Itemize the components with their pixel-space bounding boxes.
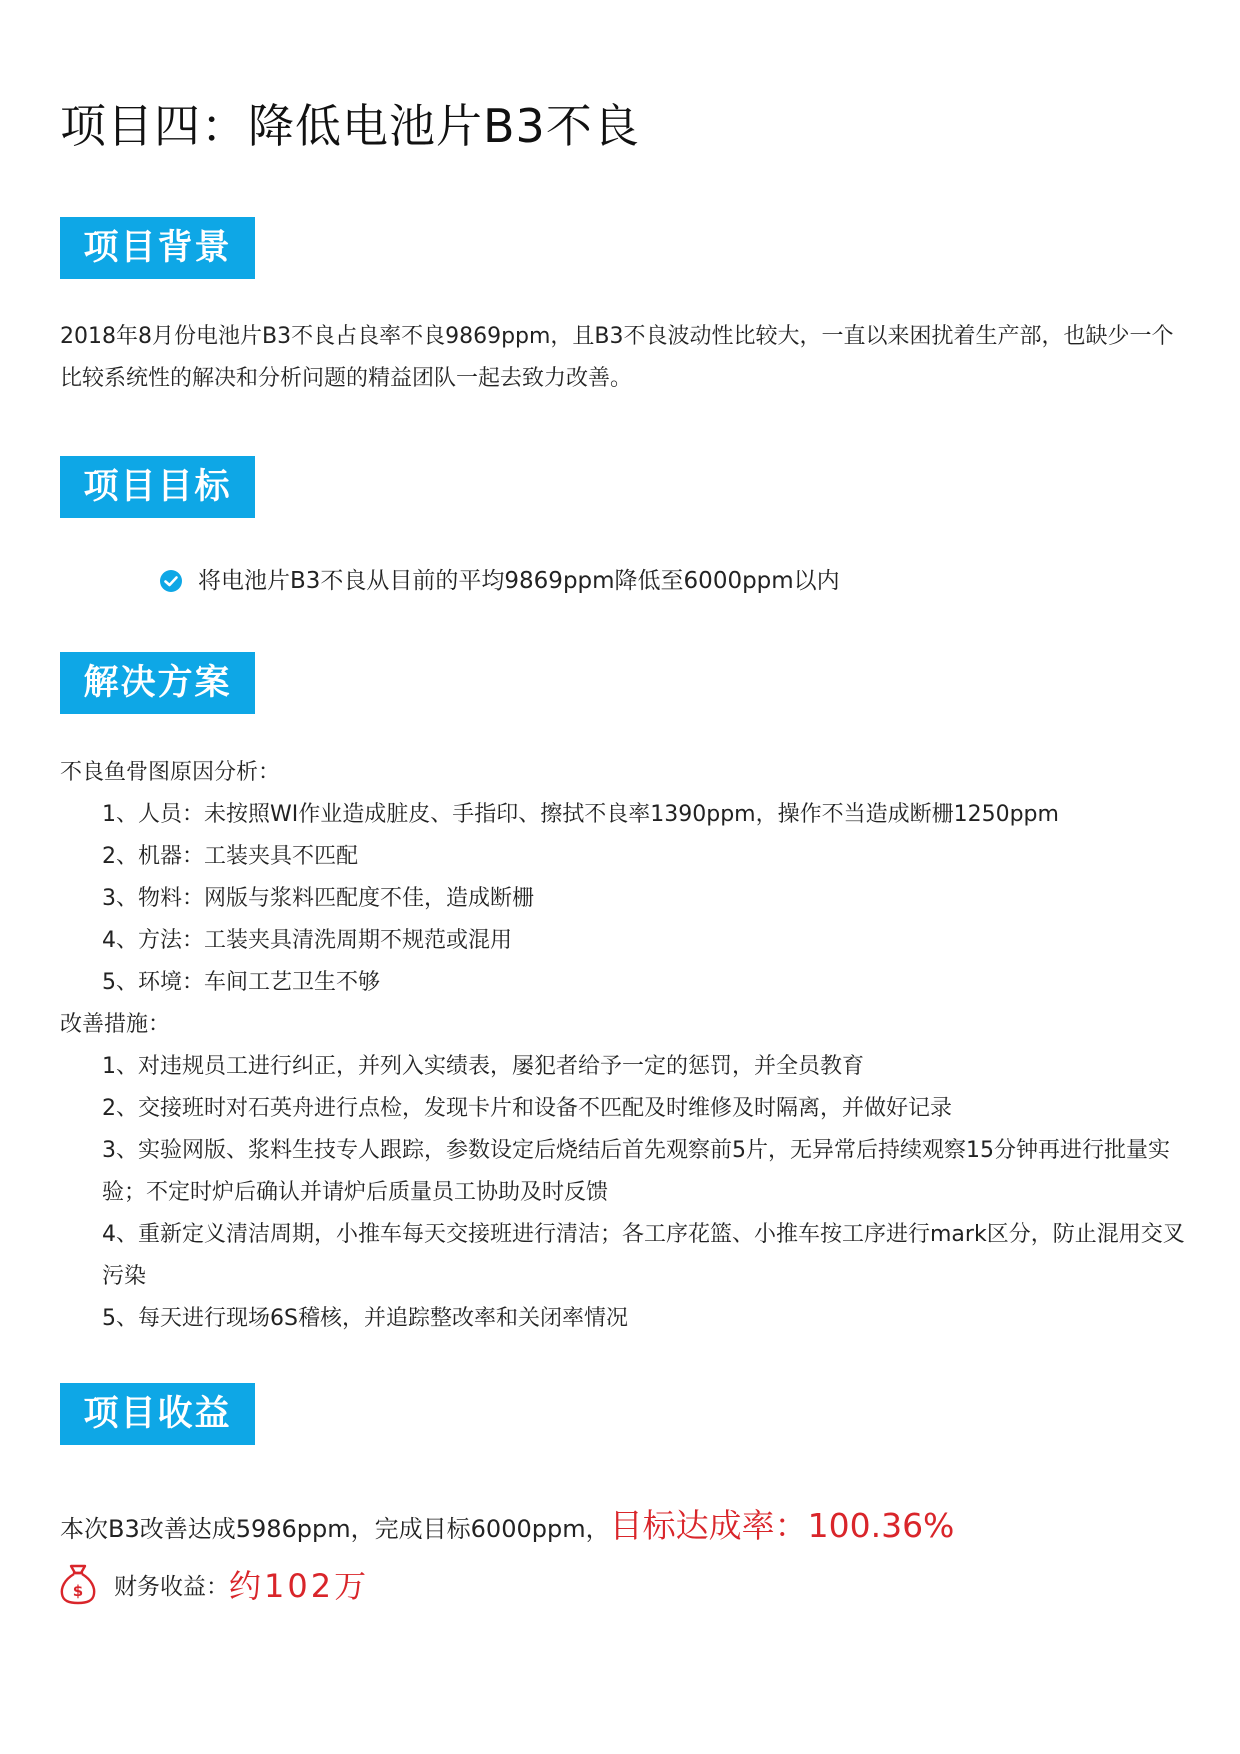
result-highlight: 目标达成率：100.36% — [609, 1506, 955, 1545]
analysis-title: 不良鱼骨图原因分析： — [60, 760, 281, 785]
goal-text: 将电池片B3不良从目前的平均9869ppm降低至6000ppm以内 — [198, 568, 840, 594]
measure-item: 3、实验网版、浆料生技专人跟踪，参数设定后烧结后首先观察前5片，无异常后持续观察15分钟再进行批量实验；不定时炉后确认并请炉后质量员工协助及时反馈 — [102, 1138, 1170, 1205]
page-title: 项目四：降低电池片B3不良 — [60, 99, 640, 153]
finance-value: 约102万 — [229, 1567, 370, 1605]
measures-title: 改善措施： — [60, 1012, 171, 1037]
analysis-item: 1、人员：未按照WI作业造成脏皮、手指印、擦拭不良率1390ppm，操作不当造成断栅1250ppm — [102, 802, 1059, 827]
measure-item: 4、重新定义清洁周期，小推车每天交接班进行清洁；各工序花篮、小推车按工序进行mark区分，防止混用交叉污染 — [102, 1222, 1185, 1289]
result-line — [60, 1500, 954, 1547]
money-bag-icon — [58, 1562, 98, 1606]
check-circle-icon — [160, 570, 182, 592]
section-header-solution: 解决方案 — [60, 652, 255, 714]
goal-item — [160, 560, 840, 602]
svg-text:$: $ — [72, 1582, 84, 1600]
analysis-item: 4、方法：工装夹具清洗周期不规范或混用 — [102, 928, 512, 953]
section-header-benefit: 项目收益 — [60, 1383, 255, 1445]
result-text: 本次B3改善达成5986ppm，完成目标6000ppm， — [60, 1515, 610, 1543]
section-header-background: 项目背景 — [60, 217, 255, 279]
measure-item: 5、每天进行现场6S稽核，并追踪整改率和关闭率情况 — [102, 1306, 628, 1331]
analysis-item: 5、环境：车间工艺卫生不够 — [102, 970, 380, 995]
measure-item: 1、对违规员工进行纠正，并列入实绩表，屡犯者给予一定的惩罚，并全员教育 — [102, 1054, 864, 1079]
measure-item: 2、交接班时对石英舟进行点检，发现卡片和设备不匹配及时维修及时隔离，并做好记录 — [102, 1096, 952, 1121]
solution-body — [60, 752, 1190, 1340]
background-paragraph: 2018年8月份电池片B3不良占良率不良9869ppm，且B3不良波动性比较大，一直以来困扰着生产部，也缺少一个比较系统性的解决和分析问题的精益团队一起去致力改善。 — [60, 324, 1174, 391]
finance-label: 财务收益： — [114, 1573, 229, 1600]
analysis-item: 3、物料：网版与浆料匹配度不佳，造成断栅 — [102, 886, 534, 911]
section-header-goal: 项目目标 — [60, 456, 255, 518]
analysis-item: 2、机器：工装夹具不匹配 — [102, 844, 358, 869]
finance-row — [58, 1560, 369, 1608]
